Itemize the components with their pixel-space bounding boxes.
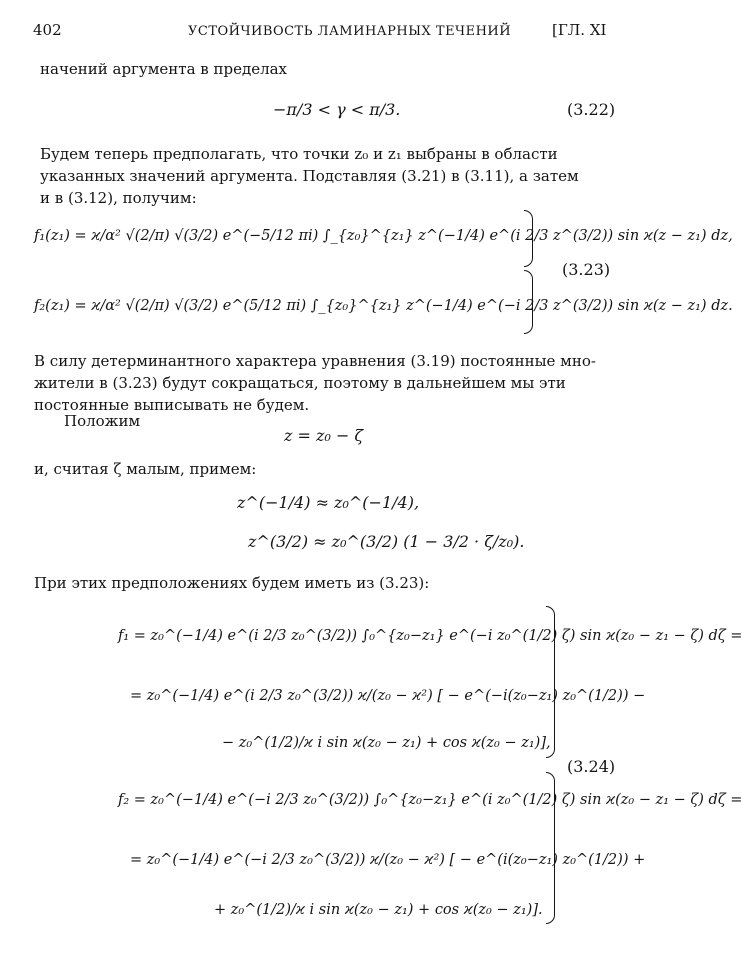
text-line: и в (3.12), получим: (40, 189, 197, 207)
right-brace-upper (524, 210, 533, 267)
text-line: Будем теперь предполагать, что точки z₀ и z₁ выбраны в области (40, 145, 558, 163)
equation-approx-1: z^(−1/4) ≈ z₀^(−1/4), (237, 493, 420, 512)
equation-f1-b: = z₀^(−1/4) e^(i 2/3 z₀^(3/2)) ϰ/(z₀ − ϰ²) [ − e^(−i(z₀−z₁) z₀^(1/2)) − (130, 688, 646, 704)
equation-label: (3.22) (567, 100, 616, 119)
equation-f2-a: f₂ = z₀^(−1/4) e^(−i 2/3 z₀^(3/2)) ∫₀^{z₀−z₁} e^(i z₀^(1/2) ζ) sin ϰ(z₀ − z₁ − ζ) dζ = (118, 792, 742, 808)
running-title: УСТОЙЧИВОСТЬ ЛАМИНАРНЫХ ТЕЧЕНИЙ (188, 24, 512, 39)
equation-3-22: −π/3 < γ < π/3. (273, 100, 401, 119)
equation-f1-a: f₁ = z₀^(−1/4) e^(i 2/3 z₀^(3/2)) ∫₀^{z₀−z₁} e^(−i z₀^(1/2) ζ) sin ϰ(z₀ − z₁ − ζ) dζ = (118, 628, 742, 644)
equation-f2: f₂(z₁) = ϰ/α² √(2/π) √(3/2) e^(5/12 πi) ∫_{z₀}^{z₁} z^(−1/4) e^(−i 2/3 z^(3/2)) sin ϰ(z − z₁) dz. (34, 298, 733, 314)
text-line: и, считая ζ малым, примем: (34, 460, 257, 478)
equation-approx-2: z^(3/2) ≈ z₀^(3/2) (1 − 3/2 · ζ/z₀). (248, 532, 525, 551)
right-brace-upper (546, 606, 555, 758)
equation-label: (3.23) (562, 260, 611, 279)
text-line: жители в (3.23) будут сокращаться, поэтому в дальнейшем мы эти (34, 374, 566, 392)
text-line: При этих предположениях будем иметь из (3.23): (34, 574, 430, 592)
text-line: В силу детерминантного характера уравнения (3.19) постоянные мно- (34, 352, 596, 370)
text-line: Положим (64, 412, 141, 430)
equation-f2-b: = z₀^(−1/4) e^(−i 2/3 z₀^(3/2)) ϰ/(z₀ − ϰ²) [ − e^(i(z₀−z₁) z₀^(1/2)) + (130, 852, 646, 868)
text-line: начений аргумента в пределах (40, 60, 288, 78)
equation-f1-c: − z₀^(1/2)/ϰ i sin ϰ(z₀ − z₁) + cos ϰ(z₀ − z₁)], (222, 735, 551, 751)
right-brace-lower (546, 772, 555, 924)
equation-label: (3.24) (567, 757, 616, 776)
right-brace-lower (524, 270, 533, 334)
equation-f2-c: + z₀^(1/2)/ϰ i sin ϰ(z₀ − z₁) + cos ϰ(z₀ − z₁)]. (214, 902, 543, 918)
equation-f1: f₁(z₁) = ϰ/α² √(2/π) √(3/2) e^(−5/12 πi) ∫_{z₀}^{z₁} z^(−1/4) e^(i 2/3 z^(3/2)) sin ϰ(z − z₁) dz, (34, 228, 733, 244)
text-line: постоянные выписывать не будем. (34, 396, 310, 414)
chapter-label: [ГЛ. XI (552, 21, 607, 39)
text-line: указанных значений аргумента. Подставляя (3.21) в (3.11), а затем (40, 167, 579, 185)
equation-z-def: z = z₀ − ζ (284, 426, 364, 445)
page-number: 402 (33, 21, 62, 39)
